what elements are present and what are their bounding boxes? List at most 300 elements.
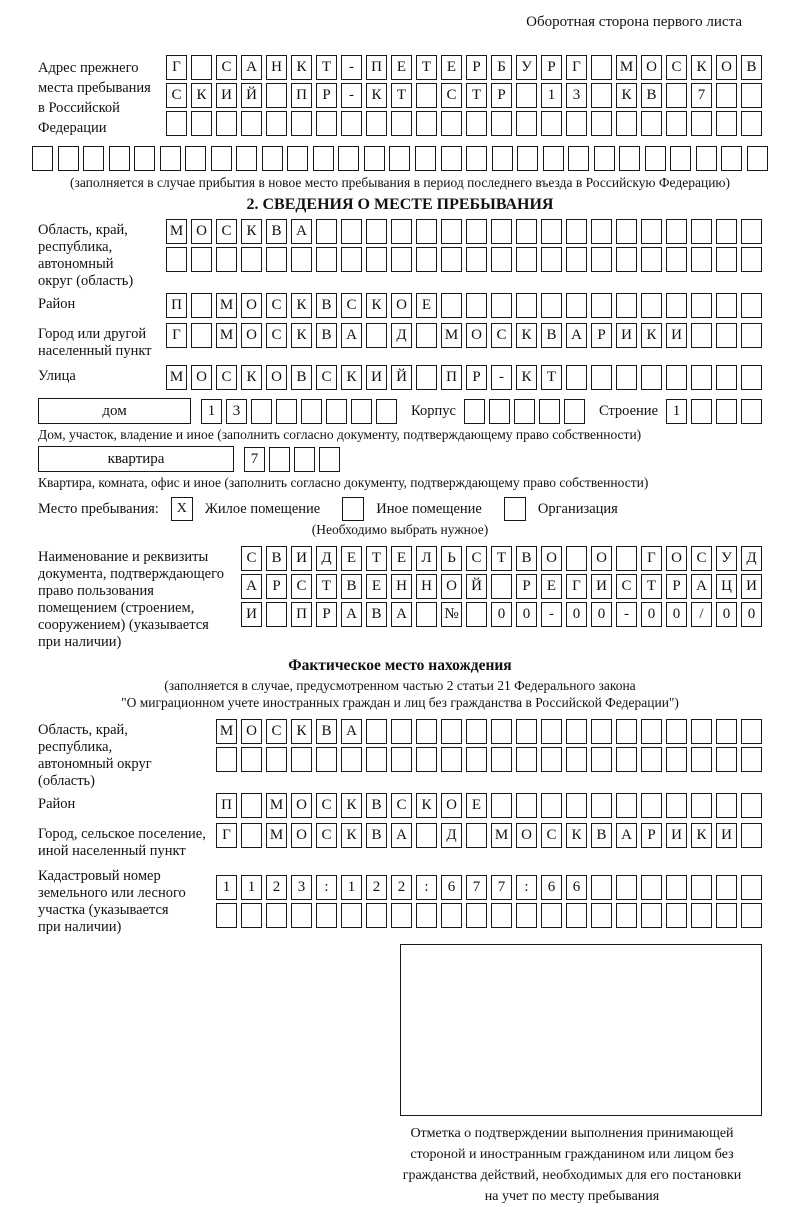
- char-box: -: [341, 83, 362, 108]
- char-box: К: [516, 323, 537, 348]
- char-box: [516, 219, 537, 244]
- char-box: К: [416, 793, 437, 818]
- char-box: [543, 146, 564, 171]
- char-box: М: [266, 823, 287, 848]
- char-box: О: [441, 574, 462, 599]
- char-box: [366, 219, 387, 244]
- city-label: Город или другой населенный пункт: [38, 326, 152, 359]
- city-field: [38, 323, 762, 360]
- char-box: М: [266, 793, 287, 818]
- house-row: [38, 398, 762, 424]
- apartment-label: квартира: [107, 450, 165, 467]
- char-box: [441, 111, 462, 136]
- char-box: В: [316, 719, 337, 744]
- char-box: П: [291, 602, 312, 627]
- korpus-boxes: [464, 399, 585, 424]
- char-box: А: [291, 219, 312, 244]
- char-box: [338, 146, 359, 171]
- char-box: В: [266, 219, 287, 244]
- char-box: [266, 903, 287, 928]
- char-box: [109, 146, 130, 171]
- char-box: С: [266, 293, 287, 318]
- char-box: [191, 111, 212, 136]
- prev-address-label: Адрес прежнего места пребывания в Российской Федерации: [38, 60, 151, 136]
- char-box: [541, 903, 562, 928]
- char-box: [466, 293, 487, 318]
- char-box: [641, 793, 662, 818]
- char-box: 1: [341, 875, 362, 900]
- char-box: [32, 146, 53, 171]
- actual-city-field: [38, 823, 762, 860]
- char-box: [376, 399, 397, 424]
- char-box: [287, 146, 308, 171]
- char-box: 6: [441, 875, 462, 900]
- char-box: Р: [316, 602, 337, 627]
- char-box: -: [491, 365, 512, 390]
- char-box: О: [591, 546, 612, 571]
- char-box: И: [291, 546, 312, 571]
- char-box: С: [341, 293, 362, 318]
- char-box: [691, 247, 712, 272]
- char-box: [351, 399, 372, 424]
- char-box: [641, 875, 662, 900]
- char-box: В: [541, 323, 562, 348]
- char-box: В: [316, 323, 337, 348]
- char-box: [616, 247, 637, 272]
- char-box: [491, 747, 512, 772]
- char-box: К: [341, 793, 362, 818]
- char-box: [641, 365, 662, 390]
- street-field: [38, 365, 762, 390]
- char-box: [716, 219, 737, 244]
- char-box: 2: [391, 875, 412, 900]
- district-field: [38, 293, 762, 318]
- char-box: [366, 111, 387, 136]
- char-box: [666, 219, 687, 244]
- stamp-caption: Отметка о подтверждении выполнения принимающей стороной и иностранным гражданином или лицом без гражданства действий, необходимых для его постановки на учет по месту пребывания: [402, 1126, 742, 1204]
- char-box: А: [616, 823, 637, 848]
- char-box: [691, 293, 712, 318]
- cadastral-label: Кадастровый номер земельного или лесного участка (указывается при наличии): [38, 868, 186, 935]
- char-box: О: [441, 793, 462, 818]
- char-box: К: [241, 219, 262, 244]
- char-box: [341, 747, 362, 772]
- char-box: [591, 247, 612, 272]
- char-box: [216, 747, 237, 772]
- actual-region-row-1: [216, 719, 762, 744]
- char-box: И: [666, 323, 687, 348]
- char-box: [134, 146, 155, 171]
- char-box: Р: [641, 823, 662, 848]
- house-label: дом: [102, 402, 127, 419]
- region-row-1: [166, 219, 762, 244]
- stroenie-label: Строение: [598, 402, 658, 419]
- district-row: [166, 293, 762, 318]
- char-box: [591, 293, 612, 318]
- char-box: [391, 747, 412, 772]
- prev-address-row-1: [166, 55, 762, 80]
- char-box: А: [241, 574, 262, 599]
- char-box: [491, 293, 512, 318]
- char-box: А: [566, 323, 587, 348]
- char-box: Т: [316, 55, 337, 80]
- char-box: -: [616, 602, 637, 627]
- char-box: [670, 146, 691, 171]
- char-box: [666, 875, 687, 900]
- char-box: А: [241, 55, 262, 80]
- char-box: В: [366, 602, 387, 627]
- char-box: Р: [491, 83, 512, 108]
- char-box: К: [291, 55, 312, 80]
- char-box: [241, 823, 262, 848]
- char-box: 6: [541, 875, 562, 900]
- char-box: Т: [541, 365, 562, 390]
- char-box: С: [391, 793, 412, 818]
- char-box: [416, 365, 437, 390]
- char-box: [591, 875, 612, 900]
- char-box: [391, 111, 412, 136]
- apartment-row: [38, 446, 762, 472]
- char-box: :: [316, 875, 337, 900]
- char-box: [666, 293, 687, 318]
- char-box: [741, 111, 762, 136]
- prev-address-row-4: [32, 146, 768, 171]
- char-box: [441, 719, 462, 744]
- char-box: В: [341, 574, 362, 599]
- district-label: Район: [38, 296, 76, 312]
- char-box: Г: [566, 574, 587, 599]
- char-box: 0: [491, 602, 512, 627]
- char-box: О: [666, 546, 687, 571]
- korpus-label: Корпус: [411, 402, 456, 419]
- char-box: [391, 247, 412, 272]
- char-box: Н: [416, 574, 437, 599]
- char-box: [416, 602, 437, 627]
- char-box: [591, 903, 612, 928]
- char-box: С: [616, 574, 637, 599]
- char-box: [616, 903, 637, 928]
- char-box: 7: [244, 447, 265, 472]
- actual-region-field: [38, 719, 762, 790]
- char-box: [591, 219, 612, 244]
- char-box: [416, 83, 437, 108]
- char-box: К: [691, 823, 712, 848]
- char-box: Е: [391, 55, 412, 80]
- char-box: [441, 146, 462, 171]
- char-box: [166, 111, 187, 136]
- char-box: [741, 83, 762, 108]
- stay-place-label: Место пребывания:: [38, 500, 159, 517]
- prev-address-field: [38, 55, 762, 138]
- char-box: С: [316, 823, 337, 848]
- street-row: [166, 365, 762, 390]
- char-box: [341, 111, 362, 136]
- char-box: Т: [641, 574, 662, 599]
- char-box: К: [366, 293, 387, 318]
- char-box: А: [341, 323, 362, 348]
- char-box: [251, 399, 272, 424]
- char-box: [566, 719, 587, 744]
- char-box: [262, 146, 283, 171]
- char-box: [391, 719, 412, 744]
- char-box: Е: [466, 793, 487, 818]
- stamp-box: [400, 944, 762, 1116]
- char-box: В: [291, 365, 312, 390]
- char-box: [391, 903, 412, 928]
- char-box: Е: [441, 55, 462, 80]
- char-box: П: [166, 293, 187, 318]
- char-box: К: [641, 323, 662, 348]
- char-box: [160, 146, 181, 171]
- char-box: И: [666, 823, 687, 848]
- char-box: [741, 247, 762, 272]
- char-box: Е: [541, 574, 562, 599]
- char-box: 0: [591, 602, 612, 627]
- char-box: [691, 399, 712, 424]
- char-box: Т: [391, 83, 412, 108]
- char-box: К: [566, 823, 587, 848]
- char-box: [316, 111, 337, 136]
- char-box: М: [216, 323, 237, 348]
- char-box: [691, 903, 712, 928]
- char-box: [313, 146, 334, 171]
- house-note: Дом, участок, владение и иное (заполнить согласно документу, подтверждающему право собственности): [38, 427, 642, 442]
- actual-district-label: Район: [38, 796, 76, 812]
- char-box: [416, 823, 437, 848]
- char-box: [541, 719, 562, 744]
- char-box: Т: [316, 574, 337, 599]
- char-box: [241, 747, 262, 772]
- char-box: [316, 903, 337, 928]
- char-box: [566, 293, 587, 318]
- char-box: 0: [666, 602, 687, 627]
- char-box: [441, 247, 462, 272]
- document-field: [38, 546, 762, 651]
- char-box: 1: [201, 399, 222, 424]
- char-box: [691, 323, 712, 348]
- char-box: М: [616, 55, 637, 80]
- stay-option-checkbox-residential: X: [171, 497, 193, 521]
- char-box: О: [191, 219, 212, 244]
- char-box: [641, 747, 662, 772]
- char-box: [666, 247, 687, 272]
- prev-address-note: (заполняется в случае прибытия в новое место пребывания в период последнего въезда в Российскую Федерацию): [69, 175, 731, 190]
- char-box: [269, 447, 290, 472]
- char-box: И: [366, 365, 387, 390]
- char-box: [466, 747, 487, 772]
- char-box: [416, 903, 437, 928]
- char-box: В: [266, 546, 287, 571]
- char-box: С: [691, 546, 712, 571]
- char-box: И: [741, 574, 762, 599]
- char-box: А: [391, 602, 412, 627]
- char-box: О: [291, 793, 312, 818]
- char-box: 3: [566, 83, 587, 108]
- char-box: [666, 83, 687, 108]
- char-box: [516, 293, 537, 318]
- char-box: У: [716, 546, 737, 571]
- stay-option-label-organization: Организация: [537, 500, 618, 517]
- char-box: 7: [491, 875, 512, 900]
- char-box: [58, 146, 79, 171]
- char-box: К: [516, 365, 537, 390]
- char-box: Т: [366, 546, 387, 571]
- char-box: С: [666, 55, 687, 80]
- char-box: В: [741, 55, 762, 80]
- char-box: Ь: [441, 546, 462, 571]
- char-box: О: [191, 365, 212, 390]
- char-box: /: [691, 602, 712, 627]
- char-box: [691, 793, 712, 818]
- char-box: [691, 719, 712, 744]
- char-box: [241, 111, 262, 136]
- char-box: [641, 111, 662, 136]
- char-box: [491, 219, 512, 244]
- char-box: [466, 823, 487, 848]
- char-box: [516, 247, 537, 272]
- char-box: [591, 719, 612, 744]
- char-box: [666, 747, 687, 772]
- char-box: [276, 399, 297, 424]
- char-box: [541, 793, 562, 818]
- char-box: И: [216, 83, 237, 108]
- char-box: [566, 219, 587, 244]
- char-box: [566, 747, 587, 772]
- char-box: [489, 399, 510, 424]
- char-box: С: [216, 365, 237, 390]
- char-box: [441, 903, 462, 928]
- char-box: [366, 323, 387, 348]
- char-box: 3: [291, 875, 312, 900]
- char-box: [566, 247, 587, 272]
- char-box: 6: [566, 875, 587, 900]
- char-box: [741, 399, 762, 424]
- char-box: [216, 903, 237, 928]
- char-box: [492, 146, 513, 171]
- char-box: [516, 719, 537, 744]
- char-box: К: [691, 55, 712, 80]
- char-box: [641, 219, 662, 244]
- char-box: [741, 365, 762, 390]
- char-box: [616, 219, 637, 244]
- char-box: 0: [716, 602, 737, 627]
- char-box: [641, 719, 662, 744]
- char-box: [216, 111, 237, 136]
- char-box: [266, 111, 287, 136]
- section2-title: 2. СВЕДЕНИЯ О МЕСТЕ ПРЕБЫВАНИЯ: [246, 196, 554, 213]
- char-box: [616, 546, 637, 571]
- char-box: [616, 111, 637, 136]
- char-box: [716, 111, 737, 136]
- char-box: [741, 903, 762, 928]
- char-box: [591, 365, 612, 390]
- char-box: [191, 293, 212, 318]
- region-row-2: [166, 247, 762, 272]
- char-box: [466, 903, 487, 928]
- char-box: С: [291, 574, 312, 599]
- char-box: Г: [641, 546, 662, 571]
- char-box: 1: [666, 399, 687, 424]
- char-box: [591, 747, 612, 772]
- char-box: [236, 146, 257, 171]
- char-box: П: [441, 365, 462, 390]
- char-box: [516, 903, 537, 928]
- char-box: [416, 323, 437, 348]
- char-box: [266, 83, 287, 108]
- char-box: [716, 903, 737, 928]
- char-box: В: [591, 823, 612, 848]
- char-box: Б: [491, 55, 512, 80]
- char-box: [491, 903, 512, 928]
- char-box: [568, 146, 589, 171]
- char-box: К: [616, 83, 637, 108]
- char-box: [191, 55, 212, 80]
- char-box: К: [366, 83, 387, 108]
- char-box: [416, 747, 437, 772]
- char-box: [716, 365, 737, 390]
- char-box: [266, 747, 287, 772]
- char-box: О: [541, 546, 562, 571]
- char-box: [514, 399, 535, 424]
- char-box: 7: [466, 875, 487, 900]
- char-box: [616, 875, 637, 900]
- char-box: [291, 247, 312, 272]
- char-box: Р: [466, 365, 487, 390]
- char-box: О: [716, 55, 737, 80]
- char-box: Р: [466, 55, 487, 80]
- char-box: [466, 146, 487, 171]
- char-box: [241, 793, 262, 818]
- actual-city-label: Город, сельское поселение, иной населенный пункт: [38, 826, 206, 859]
- char-box: [491, 111, 512, 136]
- char-box: И: [241, 602, 262, 627]
- char-box: [341, 219, 362, 244]
- char-box: [191, 247, 212, 272]
- char-box: [594, 146, 615, 171]
- char-box: Р: [666, 574, 687, 599]
- document-row-2: [241, 574, 762, 599]
- char-box: К: [291, 293, 312, 318]
- char-box: Ц: [716, 574, 737, 599]
- char-box: [666, 793, 687, 818]
- char-box: -: [341, 55, 362, 80]
- char-box: [466, 602, 487, 627]
- char-box: В: [366, 823, 387, 848]
- char-box: О: [641, 55, 662, 80]
- prev-address-row-3: [166, 111, 762, 136]
- char-box: В: [316, 293, 337, 318]
- char-box: [716, 875, 737, 900]
- char-box: 0: [516, 602, 537, 627]
- char-box: С: [466, 546, 487, 571]
- char-box: 7: [691, 83, 712, 108]
- char-box: [466, 111, 487, 136]
- char-box: [741, 747, 762, 772]
- char-box: Р: [266, 574, 287, 599]
- char-box: [441, 219, 462, 244]
- char-box: [291, 903, 312, 928]
- char-box: О: [291, 823, 312, 848]
- char-box: Й: [241, 83, 262, 108]
- char-box: [541, 293, 562, 318]
- char-box: [416, 219, 437, 244]
- char-box: Р: [591, 323, 612, 348]
- stay-option-checkbox-organization: [504, 497, 526, 521]
- char-box: [616, 719, 637, 744]
- char-box: [616, 365, 637, 390]
- char-box: [716, 793, 737, 818]
- char-box: [566, 903, 587, 928]
